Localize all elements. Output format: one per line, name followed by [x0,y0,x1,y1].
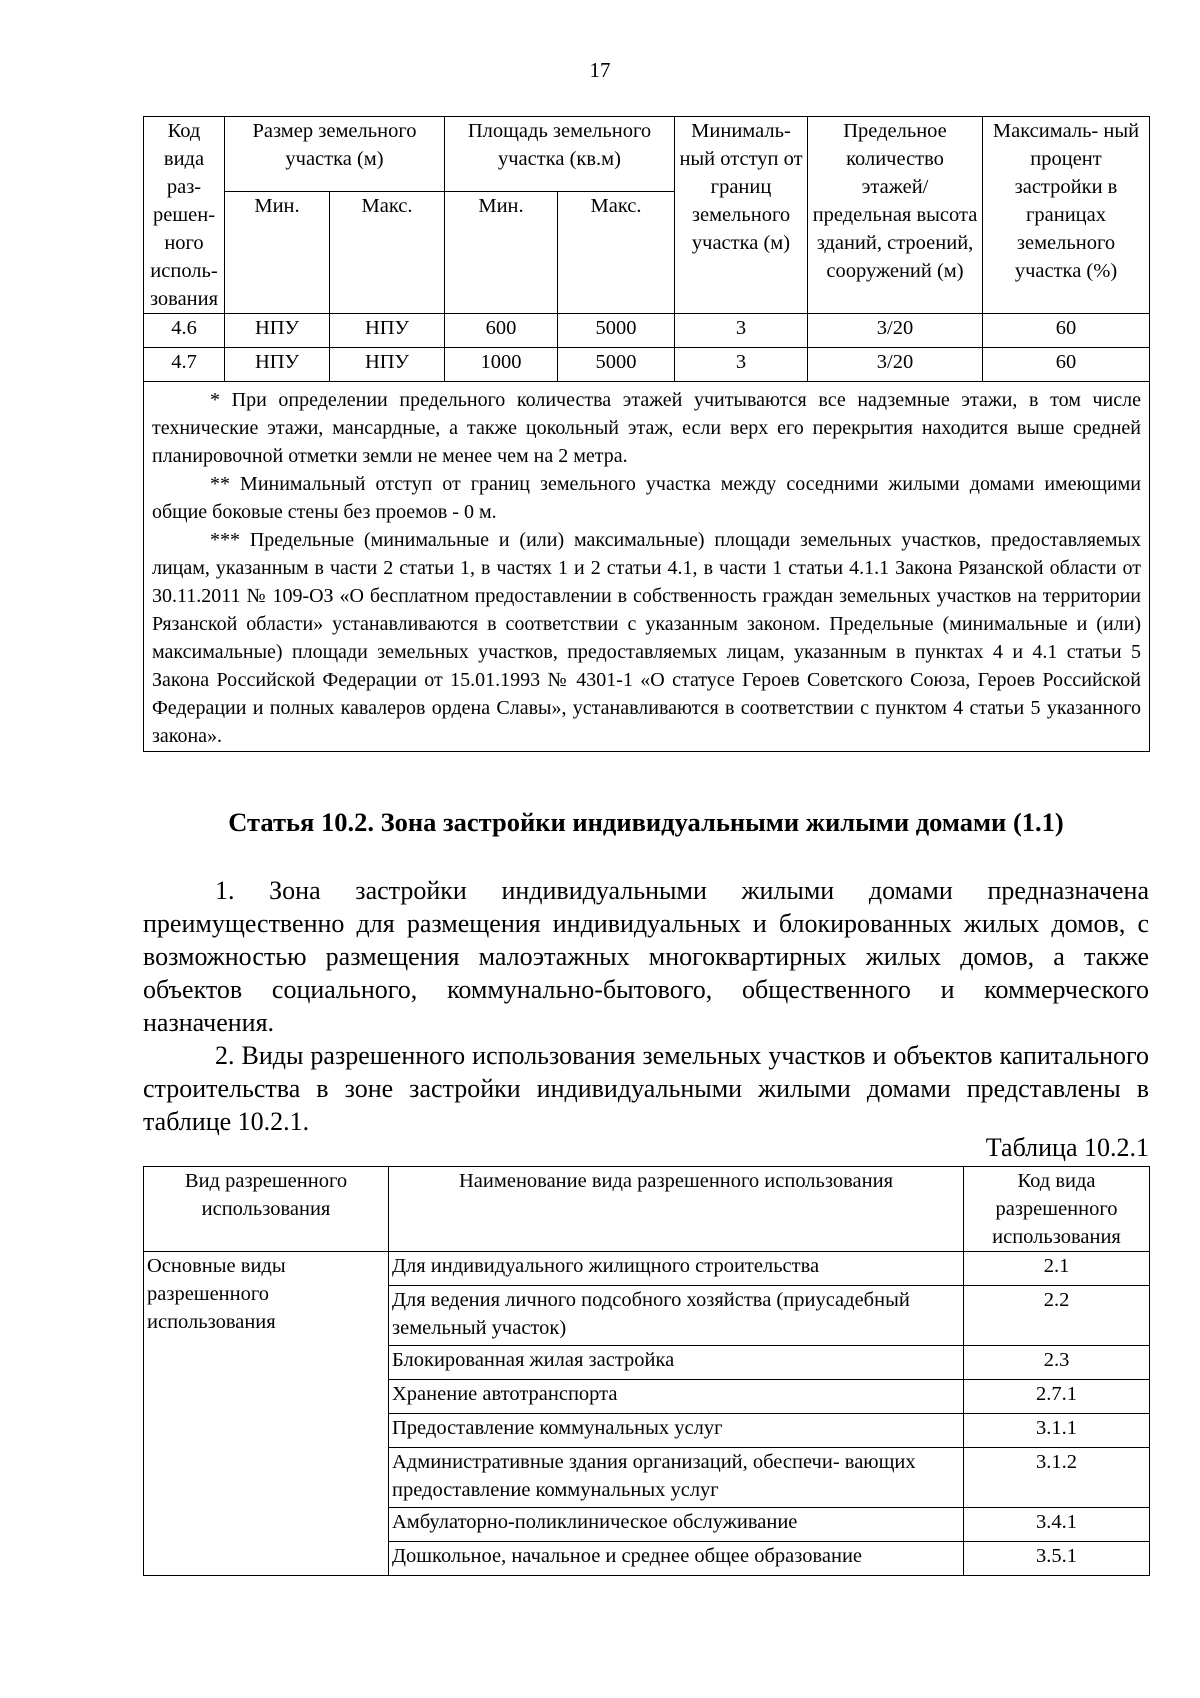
header-use-code: Код вида разрешенного использования [964,1167,1150,1252]
table-cell: 1000 [445,348,558,382]
table-row [144,1252,1150,1286]
page-number: 17 [589,58,611,82]
header-plot-area: Площадь земельного участка (кв.м) [445,117,675,192]
table-cell: НПУ [225,348,330,382]
header-size-min: Мин. [225,192,330,314]
note-setback: ** Минимальный отступ от границ земельного участка между соседними жилыми домами имеющими общие боковые стены без проемов - 0 м. [152,473,1141,523]
article-body [143,874,1149,1138]
table-row [144,314,1150,348]
table-cell: НПУ [225,314,330,348]
use-code: 3.5.1 [964,1542,1150,1576]
use-name: Блокированная жилая застройка [389,1346,964,1380]
use-code: 3.1.1 [964,1414,1150,1448]
use-name: Амбулаторно-поликлиническое обслуживание [389,1508,964,1542]
header-use-type: Вид разрешенного использования [144,1167,389,1252]
paragraph: 2. Виды разрешенного использования земельных участков и объектов капитального строительства в зоне застройки индивидуальными жилыми домами представлены в таблице 10.2.1. [143,1041,1149,1136]
article-title: Статья 10.2. Зона застройки индивидуальными жилыми домами (1.1) [228,807,1064,837]
use-name: Административные здания организаций, обеспечи- вающих предоставление коммунальных услуг [389,1448,964,1508]
building-parameters-table [143,116,1150,752]
table-notes [144,382,1150,752]
use-name: Для ведения личного подсобного хозяйства (приусадебный земельный участок) [389,1286,964,1346]
table-row [144,348,1150,382]
note-floors: * При определении предельного количества этажей учитываются все надземные этажи, в том числе технические этажи, мансардные, а также цокольный этаж, если верх его перекрытия находится выше средней планировочной отметки земли не менее чем на 2 метра. [152,389,1141,467]
header-use-name: Наименование вида разрешенного использования [389,1167,964,1252]
table-cell: НПУ [330,348,445,382]
use-name: Дошкольное, начальное и среднее общее образование [389,1542,964,1576]
use-code: 3.1.2 [964,1448,1150,1508]
table-cell: 60 [983,314,1150,348]
use-code: 2.1 [964,1252,1150,1286]
table-cell: 3/20 [808,348,983,382]
group-label: Основные виды разрешенного использования [144,1252,389,1576]
header-area-min: Мин. [445,192,558,314]
table-cell: 60 [983,348,1150,382]
table-cell: 3 [675,314,808,348]
header-plot-size: Размер земельного участка (м) [225,117,445,192]
table-cell: 3 [675,348,808,382]
header-max-percent: Максималь- ный процент застройки в границах земельного участка (%) [983,117,1150,314]
table-caption: Таблица 10.2.1 [985,1133,1149,1162]
use-name: Для индивидуального жилищного строительства [389,1252,964,1286]
use-code: 2.3 [964,1346,1150,1380]
table-cell: 4.6 [144,314,225,348]
table-cell: НПУ [330,314,445,348]
header-area-max: Макс. [558,192,675,314]
paragraph: 1. Зона застройки индивидуальными жилыми домами предназначена преимущественно для размещения индивидуальных и блокированных жилых домов, с возможностью размещения малоэтажных многоквартирных жилых домов, а также объектов социального, коммунально-бытового, общественного и коммерческого назначения. [143,876,1149,1037]
table-cell: 5000 [558,314,675,348]
table-cell: 4.7 [144,348,225,382]
header-min-setback: Минималь- ный отступ от границ земельного участка (м) [675,117,808,314]
use-code: 2.7.1 [964,1380,1150,1414]
use-name: Предоставление коммунальных услуг [389,1414,964,1448]
table-cell: 3/20 [808,314,983,348]
permitted-use-table [143,1166,1150,1576]
table-cell: 5000 [558,348,675,382]
header-max-floors: Предельное количество этажей/ предельная высота зданий, строений, сооружений (м) [808,117,983,314]
note-plot-area: *** Предельные (минимальные и (или) максимальные) площади земельных участков, предоставляемых лицам, указанным в части 2 статьи 1, в частях 1 и 2 статьи 4.1, в части 1 статьи 4.1.1 Закона Рязанской области от 30.11.2011 № 109-ОЗ «О бесплатном предоставлении в собственность граждан земельных участков на территории Рязанской области» устанавливаются в соответствии с указанным законом. Предельные (минимальные и (или) максимальные) площади земельных участков, предоставляемых лицам, указанным в пунктах 4 и 4.1 статьи 5 Закона Российской Федерации от 15.01.1993 № 4301-1 «О статусе Героев Советского Союза, Героев Российской Федерации и полных кавалеров ордена Славы», устанавливаются в соответствии с пунктом 4 статьи 5 указанного закона». [152,529,1141,747]
header-size-max: Макс. [330,192,445,314]
table-cell: 600 [445,314,558,348]
header-code: Код вида раз- решен- ного исполь- зования [144,117,225,314]
use-code: 3.4.1 [964,1508,1150,1542]
use-code: 2.2 [964,1286,1150,1346]
use-name: Хранение автотранспорта [389,1380,964,1414]
